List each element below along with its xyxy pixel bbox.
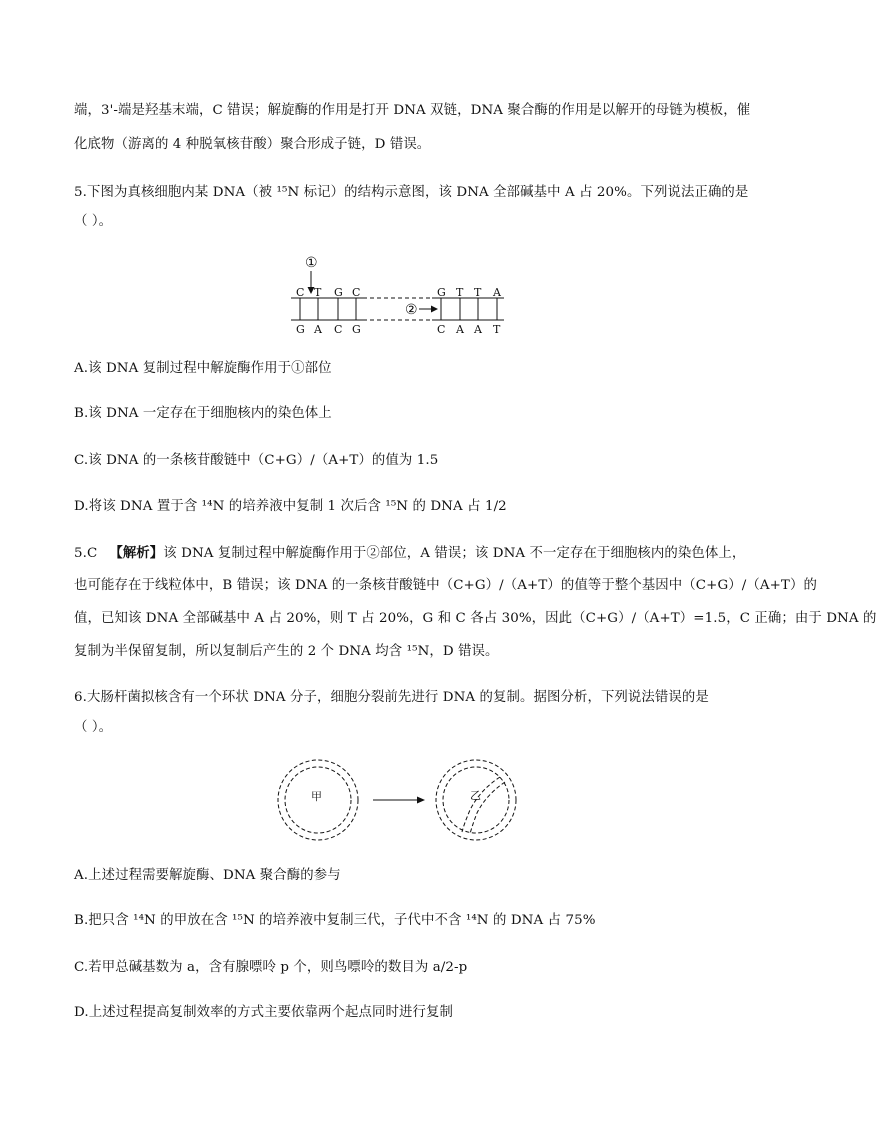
q5-analysis-line-4: 复制为半保留复制，所以复制后产生的 2 个 DNA 均含 ¹⁵N，D 错误。	[74, 644, 499, 659]
q5-analysis-line-2: 也可能存在于线粒体中，B 错误；该 DNA 的一条核苷酸链中（C+G）/（A+T）的值等于整个基因中（C+G）/（A+T）的	[74, 578, 817, 593]
base-letter: T	[314, 286, 322, 299]
base-letter: A	[456, 323, 464, 336]
q5-marker-1: ①	[305, 255, 318, 271]
q5-analysis-tag: 【解析】	[109, 545, 164, 561]
base-letter: C	[437, 323, 446, 336]
q6-option-b: B.把只含 ¹⁴N 的甲放在含 ¹⁵N 的培养液中复制三代，子代中不含 ¹⁴N 的 DNA 占 75%	[74, 913, 596, 928]
base-letter: C	[334, 323, 343, 336]
intro-line-1: 端，3'-端是羟基末端，C 错误；解旋酶的作用是打开 DNA 双链，DNA 聚合酶的作用是以解开的母链为模板，催	[74, 103, 751, 118]
base-letter: T	[493, 323, 501, 336]
q5-dna-figure	[0, 0, 794, 345]
q6-option-c: C.若甲总碱基数为 a，含有腺嘌呤 p 个，则鸟嘌呤的数目为 a/2-p	[74, 960, 468, 975]
q6-option-a: A.上述过程需要解旋酶、DNA 聚合酶的参与	[74, 868, 341, 883]
q5-strands	[291, 298, 504, 320]
q6-circular-dna-figure	[0, 750, 794, 850]
q5-analysis-text-1: 该 DNA 复制过程中解旋酶作用于②部位，A 错误；该 DNA 不一定存在于细胞核内的染色体上，	[163, 546, 746, 561]
q5-analysis-line-3: 值，已知该 DNA 全部碱基中 A 占 20%，则 T 占 20%，G 和 C 各占 30%，因此（C+G）/（A+T）=1.5，C 正确；由于 DNA 的	[74, 611, 876, 626]
base-letter: A	[493, 286, 501, 299]
intro-line-2: 化底物（游离的 4 种脱氧核苷酸）聚合形成子链，D 错误。	[74, 137, 431, 152]
q5-option-b: B.该 DNA 一定存在于细胞核内的染色体上	[74, 406, 332, 421]
q5-option-d: D.将该 DNA 置于含 ¹⁴N 的培养液中复制 1 次后含 ¹⁵N 的 DNA 占 1/2	[74, 499, 507, 514]
q6-label-jia: 甲	[311, 790, 322, 803]
base-letter: C	[296, 286, 305, 299]
base-letter: G	[437, 286, 446, 299]
q6-option-d: D.上述过程提高复制效率的方式主要依靠两个起点同时进行复制	[74, 1005, 453, 1020]
base-letter: A	[474, 323, 482, 336]
q5-marker-2: ②	[405, 302, 418, 318]
base-letter: G	[296, 323, 305, 336]
q6-stem-line-2: （ ）。	[74, 720, 113, 735]
base-letter: A	[314, 323, 322, 336]
q5-bottom-strand-letters	[296, 323, 501, 336]
q5-option-a: A.该 DNA 复制过程中解旋酶作用于①部位	[74, 361, 332, 376]
q6-stem-line-1: 6.大肠杆菌拟核含有一个环状 DNA 分子，细胞分裂前先进行 DNA 的复制。据图分析，下列说法错误的是	[74, 690, 709, 705]
base-letter: G	[334, 286, 343, 299]
q5-answer-label: 5.C	[74, 546, 98, 561]
q5-top-strand-letters	[296, 286, 502, 299]
q5-option-c: C.该 DNA 的一条核苷酸链中（C+G）/（A+T）的值为 1.5	[74, 453, 439, 468]
base-letter: T	[456, 286, 464, 299]
base-letter: T	[474, 286, 482, 299]
q5-stem-line-1: 5.下图为真核细胞内某 DNA（被 ¹⁵N 标记）的结构示意图，该 DNA 全部碱基中 A 占 20%。下列说法正确的是	[74, 185, 749, 200]
base-letter: G	[352, 323, 361, 336]
q5-stem-line-2: （ ）。	[74, 214, 113, 229]
replication-bubble-strand-1	[462, 777, 500, 832]
q6-label-yi: 乙	[470, 789, 481, 802]
q6-arrowhead	[417, 797, 425, 804]
base-letter: C	[352, 286, 361, 299]
q5-marker-2-arrowhead	[431, 306, 438, 313]
q5-analysis-line-1	[74, 543, 745, 564]
